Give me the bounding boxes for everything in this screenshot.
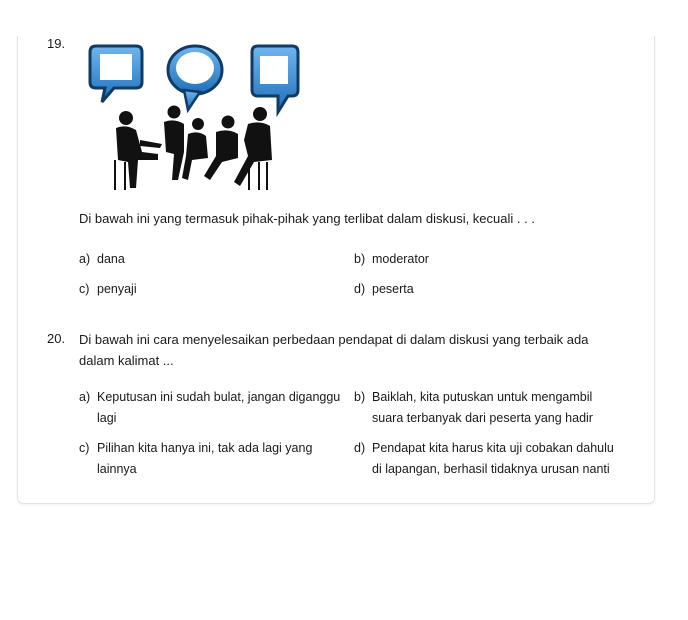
- option-text: Pilihan kita hanya ini, tak ada lagi yang lainnya: [97, 441, 313, 476]
- question-19-option-a[interactable]: [79, 249, 329, 270]
- option-label: d): [354, 282, 366, 296]
- option-label: a): [79, 390, 91, 404]
- speech-bubble-right-icon: [252, 46, 298, 112]
- option-text: penyaji: [97, 282, 137, 296]
- question-20-number: 20.: [47, 331, 66, 346]
- question-19-text: Di bawah ini yang termasuk pihak-pihak yang terlibat dalam diskusi, kecuali . . .: [79, 211, 535, 226]
- question-19-number: 19.: [47, 36, 66, 51]
- speech-bubble-middle-icon: [168, 46, 222, 110]
- question-19-option-d[interactable]: [354, 279, 624, 300]
- question-19-option-c[interactable]: [79, 279, 329, 300]
- option-label: b): [354, 252, 366, 266]
- option-text: dana: [97, 252, 125, 266]
- option-label: c): [79, 282, 90, 296]
- question-20-option-d[interactable]: [354, 438, 622, 480]
- question-19-option-b[interactable]: [354, 249, 624, 270]
- discussion-illustration: [88, 40, 308, 195]
- speech-bubble-left-icon: [90, 46, 142, 102]
- option-text: Pendapat kita harus kita uji cobakan dahulu di lapangan, berhasil tidaknya urusan nanti: [372, 441, 614, 476]
- question-20-option-a[interactable]: [79, 387, 341, 429]
- question-20-option-c[interactable]: [79, 438, 341, 480]
- option-text: moderator: [372, 252, 429, 266]
- people-silhouette-icon: [114, 106, 272, 191]
- option-text: peserta: [372, 282, 414, 296]
- option-text: Keputusan ini sudah bulat, jangan diganggu lagi: [97, 390, 341, 425]
- option-label: d): [354, 441, 366, 455]
- option-label: c): [79, 441, 90, 455]
- option-label: b): [354, 390, 366, 404]
- question-20-text: Di bawah ini cara menyelesaikan perbedaan pendapat di dalam diskusi yang terbaik ada dalam kalimat ...: [79, 332, 589, 368]
- option-label: a): [79, 252, 91, 266]
- option-text: Baiklah, kita putuskan untuk mengambil suara terbanyak dari peserta yang hadir: [372, 390, 593, 425]
- question-20-option-b[interactable]: [354, 387, 616, 429]
